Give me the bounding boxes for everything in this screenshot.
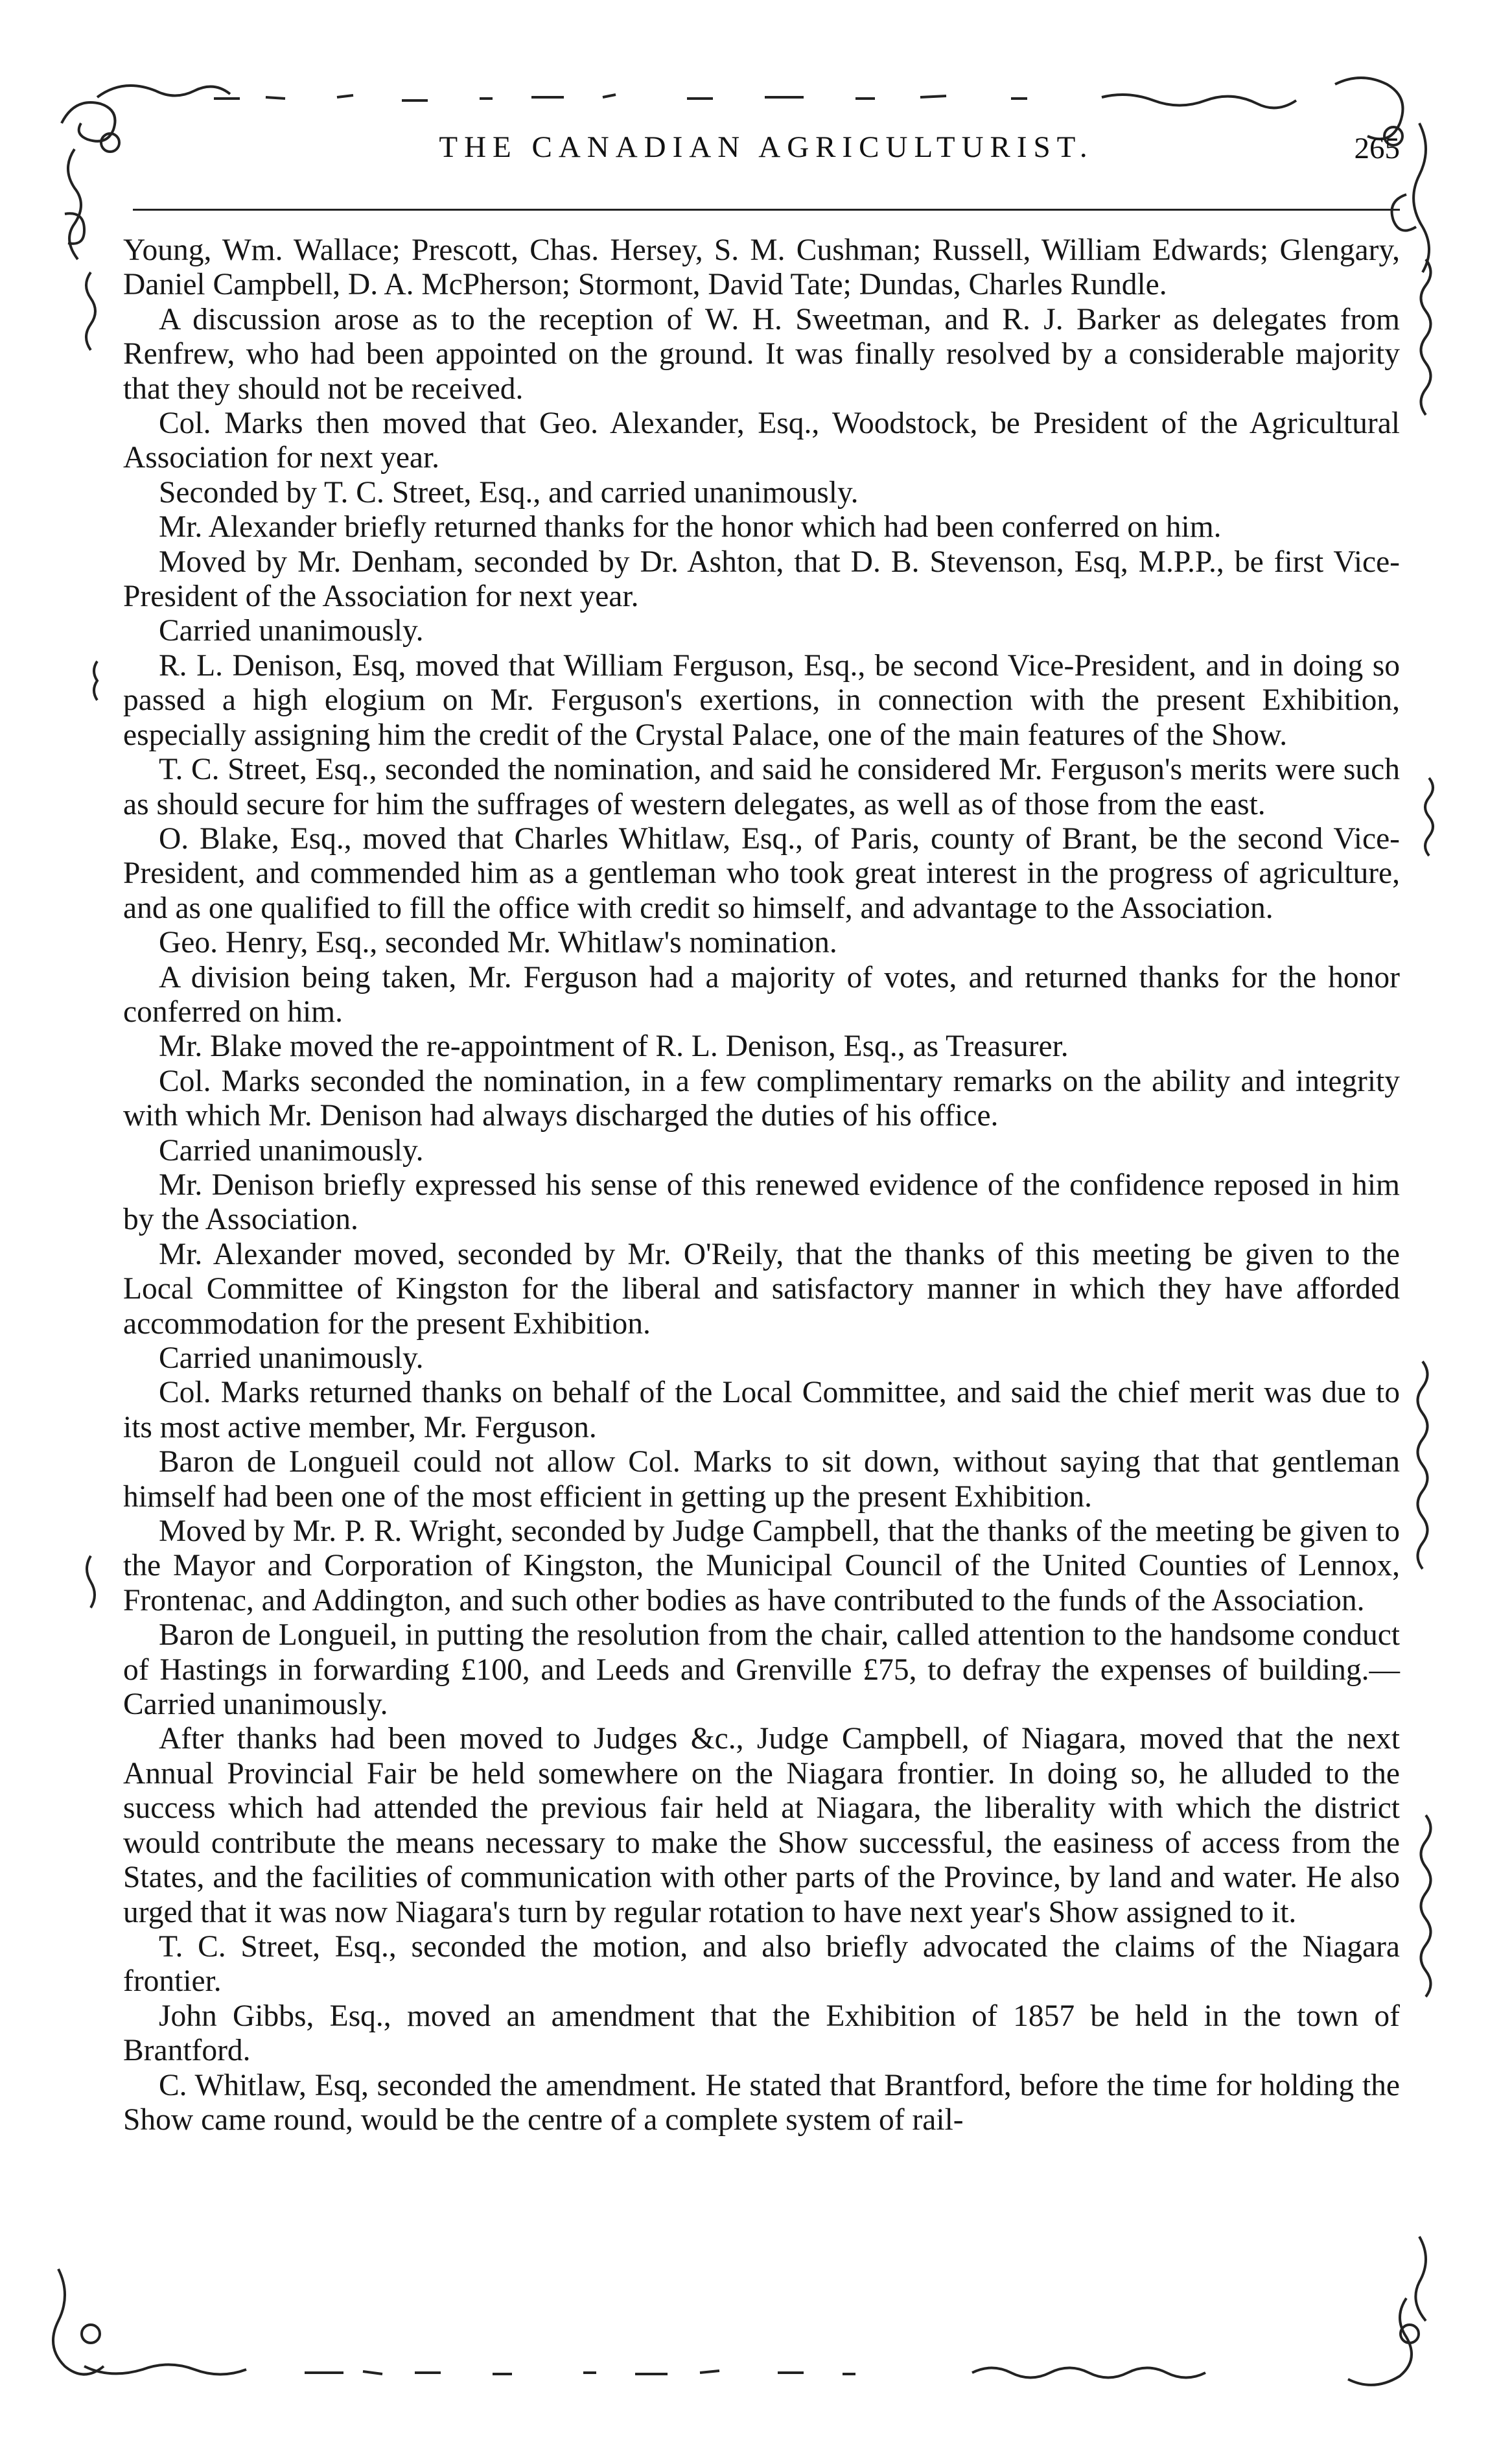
- paragraph: After thanks had been moved to Judges &c., Judge Campbell, of Niagara, moved that the next Annual Provincial Fair be held somewhere on the Niagara frontier. In doing so, he alluded to the success which had attended the previous fair held at Niagara, the liberality with which the district would contribute the means necessary to make the Show successful, the easiness of access from the States, and the facilities of communication with other parts of the Province, by land and water. He also urged that it was now Niagara's turn by regular rotation to have next year's Show assigned to it.: [123, 1722, 1400, 1929]
- paragraph: Moved by Mr. P. R. Wright, seconded by Judge Campbell, that the thanks of the meeting be given to the Mayor and Corporation of Kingston, the Municipal Council of the United Counties of Lennox, Frontenac, and Addington, and such other bodies as have contributed to the funds of the Association.: [123, 1514, 1400, 1617]
- paragraph: Seconded by T. C. Street, Esq., and carried unanimously.: [159, 475, 859, 510]
- paragraph: Moved by Mr. Denham, seconded by Dr. Ashton, that D. B. Stevenson, Esq, M.P.P., be first Vice-President of the Association for next year.: [123, 545, 1400, 614]
- page-header: [133, 130, 1400, 182]
- paragraph: T. C. Street, Esq., seconded the nomination, and said he considered Mr. Ferguson's merits were such as should secure for him the suffrages of western delegates, as well as of those from the east.: [123, 753, 1400, 821]
- paragraph: Mr. Alexander briefly returned thanks for the honor which had been conferred on him.: [159, 510, 1222, 545]
- header-rule: [133, 209, 1400, 211]
- running-title: THE CANADIAN AGRICULTURIST.: [439, 130, 1094, 164]
- paragraph: Young, Wm. Wallace; Prescott, Chas. Hersey, S. M. Cushman; Russell, William Edwards; Glengary, Daniel Campbell, D. A. McPherson; Stormont, David Tate; Dundas, Charles Rundle.: [123, 233, 1400, 302]
- paragraph: Baron de Longueil, in putting the resolution from the chair, called attention to the handsome conduct of Hastings in forwarding £100, and Leeds and Grenville £75, to defray the expenses of building.—Carried unanimously.: [123, 1618, 1400, 1722]
- paragraph: Col. Marks then moved that Geo. Alexander, Esq., Woodstock, be President of the Agricultural Association for next year.: [123, 406, 1400, 475]
- paragraph: Mr. Alexander moved, seconded by Mr. O'Reily, that the thanks of this meeting be given to the Local Committee of Kingston for the liberal and satisfactory manner in which they have afforded accommodation for the present Exhibition.: [123, 1237, 1400, 1341]
- paragraph: Geo. Henry, Esq., seconded Mr. Whitlaw's nomination.: [159, 926, 837, 960]
- paragraph: John Gibbs, Esq., moved an amendment that the Exhibition of 1857 be held in the town of Brantford.: [123, 1999, 1400, 2068]
- page-number: 265: [1354, 132, 1400, 165]
- paragraph: Carried unanimously.: [159, 614, 424, 648]
- paragraph: A discussion arose as to the reception of W. H. Sweetman, and R. J. Barker as delegates from Renfrew, who had been appointed on the ground. It was finally resolved by a considerable majority that they should not be received.: [123, 302, 1400, 406]
- paragraph: Carried unanimously.: [159, 1341, 424, 1375]
- paragraph: A division being taken, Mr. Ferguson had a majority of votes, and returned thanks for the honor conferred on him.: [123, 960, 1400, 1029]
- paragraph: O. Blake, Esq., moved that Charles Whitlaw, Esq., of Paris, county of Brant, be the second Vice-President, and commended him as a gentleman who took great interest in the progress of agriculture, and as one qualified to fill the office with credit so himself, and advantage to the Association.: [123, 821, 1400, 925]
- paragraph: Mr. Blake moved the re-appointment of R. L. Denison, Esq., as Treasurer.: [159, 1029, 1069, 1064]
- paragraph: Carried unanimously.: [159, 1133, 424, 1168]
- paragraph: Col. Marks seconded the nomination, in a few complimentary remarks on the ability and integrity with which Mr. Denison had always discharged the duties of his office.: [123, 1064, 1400, 1133]
- paragraph: R. L. Denison, Esq, moved that William Ferguson, Esq., be second Vice-President, and in doing so passed a high elogium on Mr. Ferguson's exertions, in connection with the present Exhibition, especially assigning him the credit of the Crystal Palace, one of the main features of the Show.: [123, 648, 1400, 752]
- paragraph: Mr. Denison briefly expressed his sense of this renewed evidence of the confidence reposed in him by the Association.: [123, 1168, 1400, 1237]
- paragraph: Col. Marks returned thanks on behalf of the Local Committee, and said the chief merit was due to its most active member, Mr. Ferguson.: [123, 1376, 1400, 1444]
- body-text: [123, 233, 1400, 2137]
- paragraph: T. C. Street, Esq., seconded the motion, and also briefly advocated the claims of the Niagara frontier.: [123, 1929, 1400, 1999]
- paragraph: Baron de Longueil could not allow Col. Marks to sit down, without saying that that gentleman himself had been one of the most efficient in getting up the present Exhibition.: [123, 1445, 1400, 1514]
- paragraph: C. Whitlaw, Esq, seconded the amendment. He stated that Brantford, before the time for holding the Show came round, would be the centre of a complete system of rail-: [123, 2068, 1400, 2137]
